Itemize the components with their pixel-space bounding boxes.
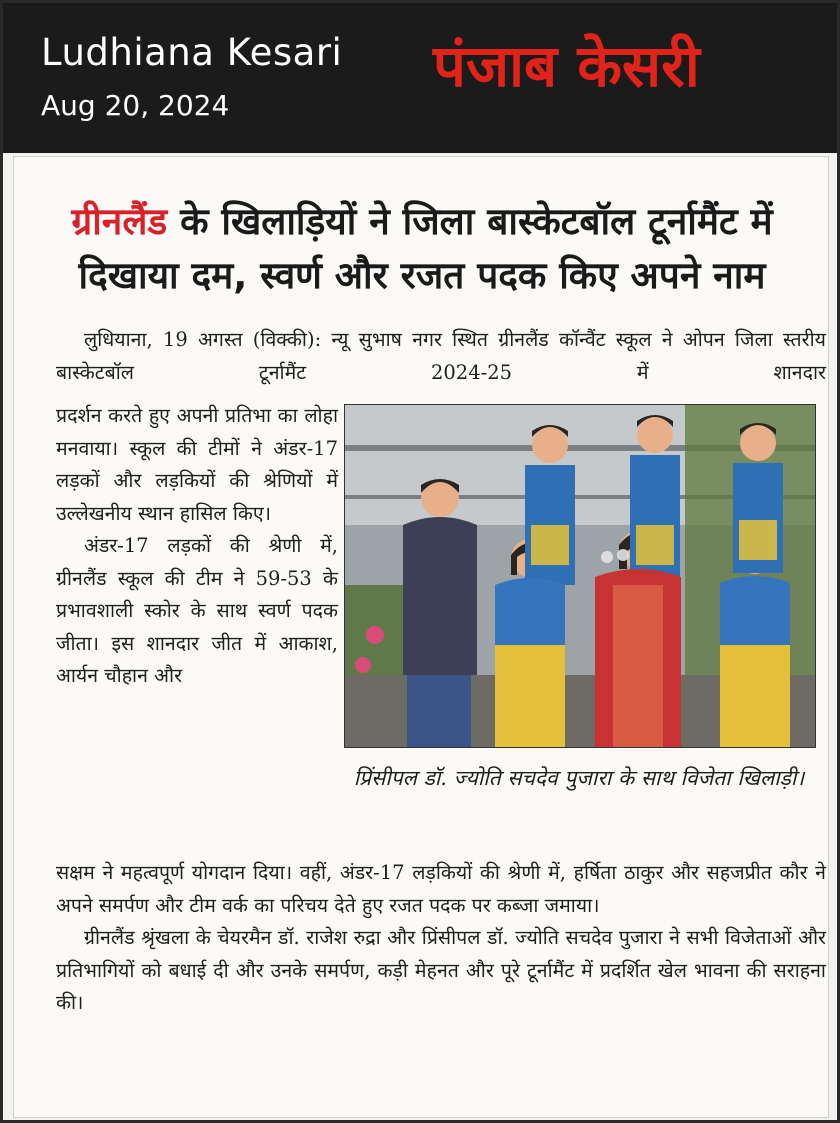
header-bar [3,3,837,153]
publication-name: Ludhiana Kesari [41,31,343,74]
headline [32,195,812,303]
paragraph-boys: अंडर-17 लड़कों की श्रेणी में, ग्रीनलैंड स्कूल की टीम ने 59-53 के प्रभावशाली स्कोर के साथ स्वर्ण पदक जीता। इस शानदार जीत में आकाश, आर्यन चौहान और [56,534,338,687]
photo-caption: प्रिंसीपल डॉ. ज्योति सचदेव पुजारा के साथ विजेता खिलाड़ी। [353,766,805,790]
publication-date: Aug 20, 2024 [41,89,230,122]
paragraph-intro [56,324,826,389]
bottom-text [56,857,826,1020]
team-photo-illustration [345,405,815,747]
paragraph-intro-text: लुधियाना, 19 अगस्त (विक्की): न्यू सुभाष नगर स्थित ग्रीनलैंड कॉन्वैंट स्कूल ने ओपन जिला स्तरीय बास्केटबॉल टूर्नामैंट 2024-25 में शानदार [56,328,826,384]
left-column [56,400,338,693]
headline-highlight: ग्रीनलैंड [71,200,168,243]
paragraph-intro-continued: प्रदर्शन करते हुए अपनी प्रतिभा का लोहा मनवाया। स्कूल की टीमों ने अंडर-17 लड़कों और लड़कियों की श्रेणियों में उल्लेखनीय स्थान हासिल किए। [56,404,338,525]
paragraph-chairman: ग्रीनलैंड श्रृंखला के चेयरमैन डॉ. राजेश रुद्रा और प्रिंसीपल डॉ. ज्योति सचदेव पुजारा ने सभी विजेताओं और प्रतिभागियों को बधाई दी और उनके समर्पण, कड़ी मेहनत और पूरे टूर्नामैंट में प्रदर्शित खेल भावना की सराहना की। [56,926,826,1014]
team-photo [344,404,816,748]
brand-logo: पंजाब केसरी [433,32,700,100]
news-clipping [13,156,829,1118]
paragraph-girls: सक्षम ने महत्वपूर्ण योगदान दिया। वहीं, अंडर-17 लड़कियों की श्रेणी में, हर्षिता ठाकुर और सहजप्रीत कौर ने अपने समर्पण और टीम वर्क का परिचय देते हुए रजत पदक पर कब्जा जमाया। [56,861,826,917]
headline-rest: के खिलाड़ियों ने जिला बास्केटबॉल टूर्नामैंट में दिखाया दम, स्वर्ण और रजत पदक किए अपने नाम [78,200,773,297]
